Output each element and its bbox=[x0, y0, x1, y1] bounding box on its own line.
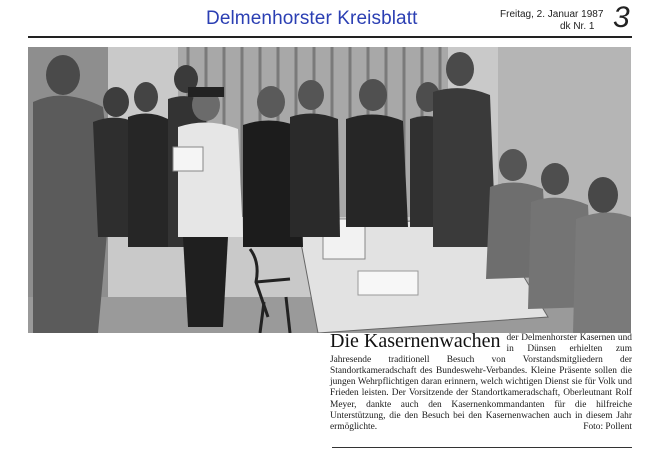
article-body: der Delmenhorster Kasernen und in Dünsen erhielten zum Jahresende traditionell Besuch von Vorstandsmitgliedern der Standortkameradschaft des Bundeswehr-Verbandes. Kleine Präsente sollen die jungen Wehrpflichtigen daran erinnern, welch wichtigen Dienst sie für Volk und Frieden leisten. Der Vorsitzende der Standortkameradschaft, Oberleutnant Rolf Meyer, dankte auch den Kasernenkommandanten für die hilfreiche Unterstützung, die den Besuch bei den Kasernenwachen auch in diesem Jahr ermöglichte. bbox=[330, 333, 632, 432]
masthead bbox=[0, 0, 658, 40]
photo-illustration bbox=[28, 47, 631, 333]
footer-rule bbox=[332, 447, 632, 448]
page-number: 3 bbox=[613, 1, 630, 34]
photo-credit: Foto: Pollent bbox=[583, 421, 632, 432]
header-rule bbox=[28, 36, 632, 38]
issue-number: dk Nr. 1 bbox=[560, 21, 595, 32]
article-photo bbox=[28, 47, 631, 333]
article-headline: Die Kasernenwachen bbox=[330, 330, 501, 352]
issue-date: Freitag, 2. Januar 1987 bbox=[500, 9, 604, 20]
article-text bbox=[330, 330, 632, 433]
newspaper-name: Delmenhorster Kreisblatt bbox=[206, 8, 418, 29]
